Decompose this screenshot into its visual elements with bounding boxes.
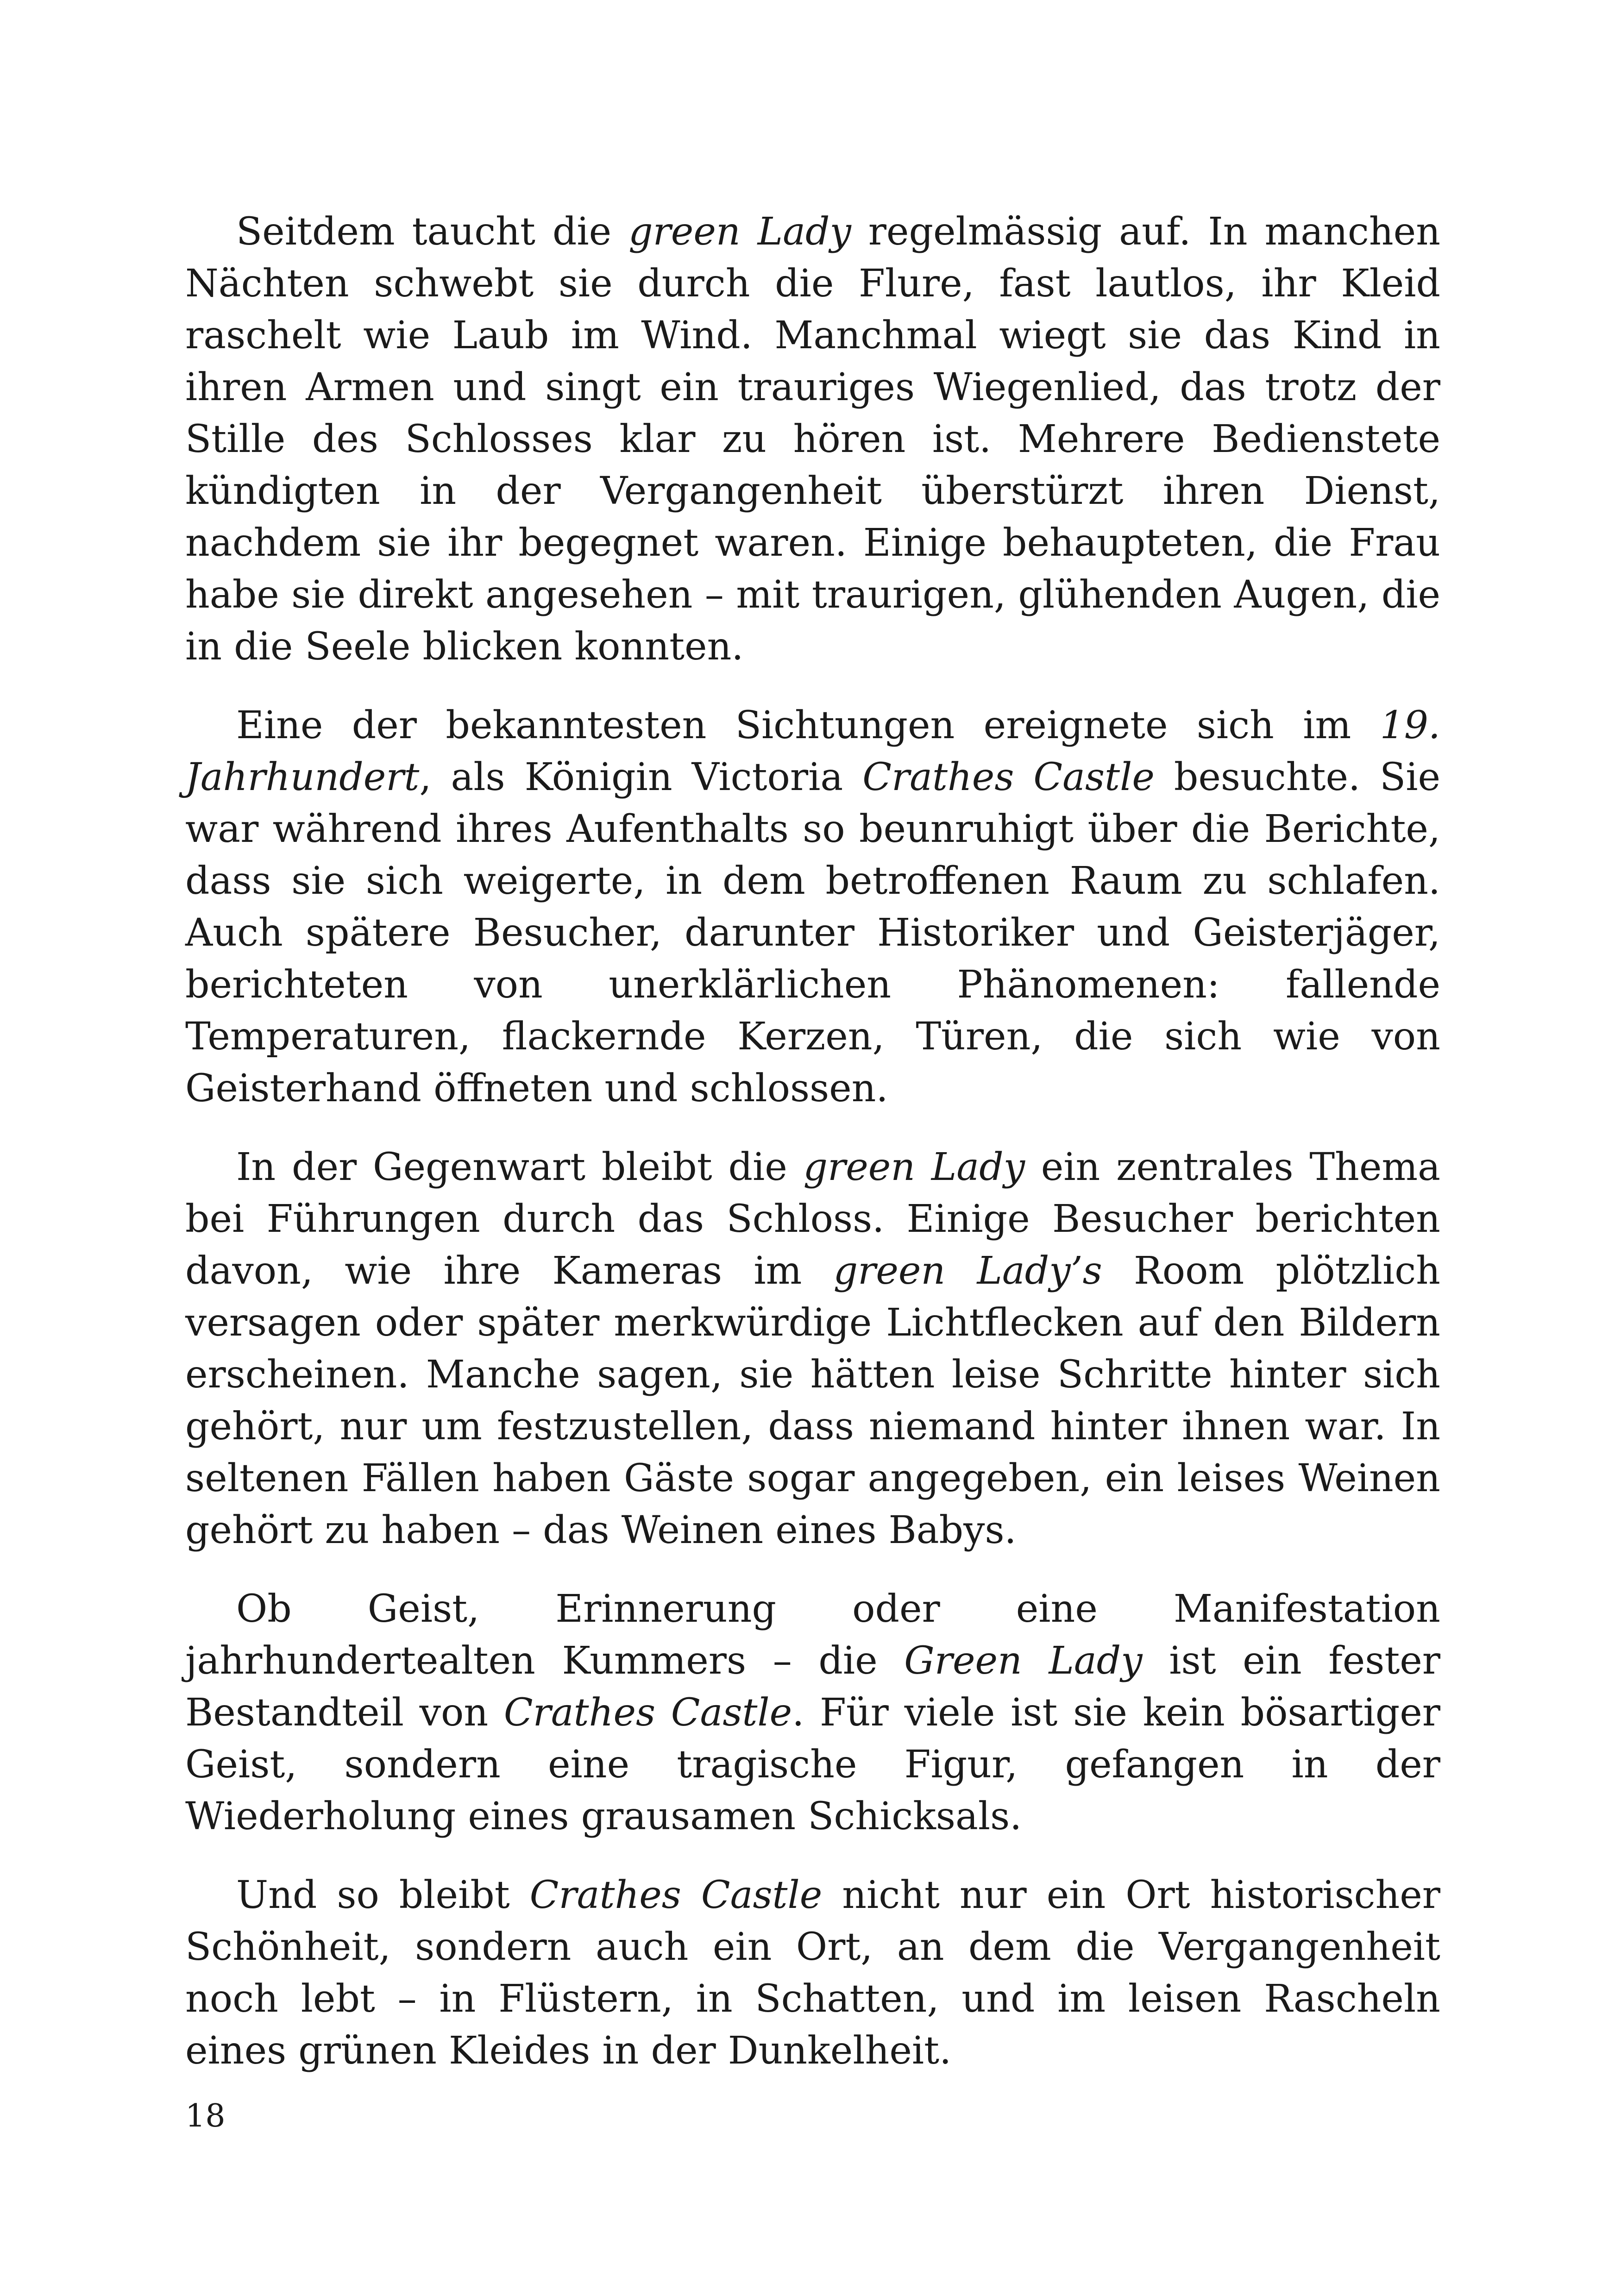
paragraph bbox=[185, 1583, 1440, 1843]
page-number: 18 bbox=[185, 2098, 226, 2134]
text-run: Room plötzlich versagen oder später merkwürdige Lichtflecken auf den Bildern erscheinen. Manche sagen, sie hätten leise Schritte hinter sich gehört, nur um festzustellen, dass niemand hinter ihnen war. In seltenen Fällen haben Gäste sogar angegeben, ein leises Weinen gehört zu haben – das Weinen eines Babys. bbox=[185, 1249, 1440, 1552]
italic-text-run: green Lady bbox=[628, 210, 851, 254]
text-run: Ob Geist, Erinnerung oder eine Manifestation jahrhundertealten Kummers – die bbox=[185, 1587, 1440, 1683]
text-run: In der Gegenwart bleibt die bbox=[236, 1145, 804, 1189]
text-run: Seitdem taucht die bbox=[236, 210, 629, 254]
text-run: nicht nur ein Ort historischer Schönheit, sondern auch ein Ort, an dem die Vergangenheit noch lebt – in Flüstern, in Schatten, und im leisen Rascheln eines grünen Kleides in der Dunkelheit. bbox=[185, 1873, 1440, 2073]
paragraph bbox=[185, 700, 1440, 1115]
paragraph bbox=[185, 206, 1440, 673]
text-run: ist ein fester Bestandteil von bbox=[185, 1639, 1441, 1735]
text-run: , als Königin Victoria bbox=[419, 755, 863, 799]
italic-text-run: 19. Jahrhundert bbox=[185, 703, 1440, 799]
italic-text-run: Green Lady bbox=[904, 1639, 1143, 1683]
italic-text-run: Crathes Castle bbox=[503, 1691, 792, 1735]
text-run: ein zentrales Thema bei Führungen durch das Schloss. Einige Besucher berichten davon, wie ihre Kameras im bbox=[185, 1145, 1441, 1293]
text-run: Eine der bekanntesten Sichtungen ereignete sich im bbox=[236, 703, 1380, 747]
paragraph bbox=[185, 1142, 1440, 1556]
italic-text-run: green Lady’s bbox=[833, 1249, 1102, 1293]
text-run: . Für viele ist sie kein bösartiger Geist, sondern eine tragische Figur, gefangen in der Wiederholung eines grausamen Schicksals. bbox=[185, 1691, 1440, 1838]
text-run: regelmässig auf. In manchen Nächten schwebt sie durch die Flure, fast lautlos, ihr Kleid raschelt wie Laub im Wind. Manchmal wiegt sie das Kind in ihren Armen und singt ein trauriges Wiegenlied, das trotz der Stille des Schlosses klar zu hören ist. Mehrere Bedienstete kündigten in der Vergangenheit überstürzt ihren Dienst, nachdem sie ihr begegnet waren. Einige behaupteten, die Frau habe sie direkt angesehen – mit traurigen, glühenden Augen, die in die Seele blicken konnten. bbox=[185, 210, 1441, 669]
body-text bbox=[185, 206, 1440, 2077]
italic-text-run: green Lady bbox=[803, 1145, 1025, 1189]
text-run: besuchte. Sie war während ihres Aufenthalts so beunruhigt über die Berichte, dass sie sich weigerte, in dem betroffenen Raum zu schlafen. Auch spätere Besucher, darunter Historiker und Geisterjäger, berichteten von unerklärlichen Phänomenen: fallende Temperaturen, flackernde Kerzen, Türen, die sich wie von Geisterhand öffneten und schlossen. bbox=[185, 755, 1440, 1110]
italic-text-run: Crathes Castle bbox=[862, 755, 1155, 799]
italic-text-run: Crathes Castle bbox=[529, 1873, 823, 1917]
text-run: Und so bleibt bbox=[236, 1873, 530, 1917]
paragraph bbox=[185, 1869, 1440, 2077]
